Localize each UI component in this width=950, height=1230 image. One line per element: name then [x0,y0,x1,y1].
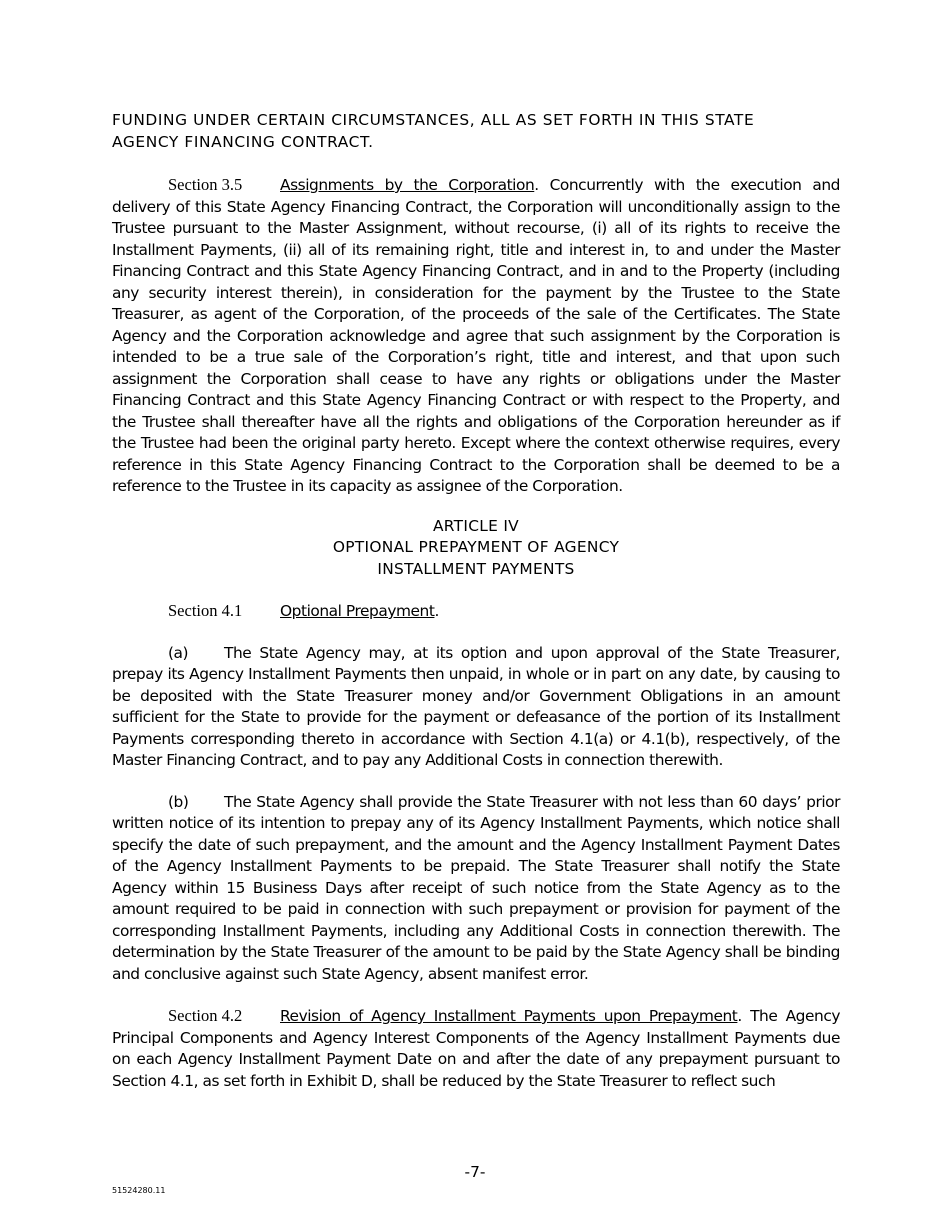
section-4-1-a-paragraph [112,643,840,772]
document-page [112,110,840,1092]
section-4-2-heading: Revision of Agency Installment Payments upon Prepayment [280,1007,738,1025]
section-4-2-body: . The Agency Principal Components and Agency Interest Components of the Agency Installment Payments due on each Agency Installment Payment Date on and after the date of any prepayment pursuant to Section 4.1, as set forth in Exhibit D, shall be reduced by the State Treasurer to reflect such [112,1007,840,1090]
section-4-1-b-paragraph [112,792,840,986]
section-4-2-paragraph [112,1005,840,1092]
section-3-5-number: Section 3.5 [168,175,243,194]
section-4-1-b-label: (b) [168,792,189,811]
section-3-5-paragraph [112,174,840,498]
article-title-line-1: OPTIONAL PREPAYMENT OF AGENCY [332,538,620,556]
intro-line-1: FUNDING UNDER CERTAIN CIRCUMSTANCES, ALL AS SET FORTH IN THIS STATE [112,111,755,129]
section-4-2-number: Section 4.2 [168,1006,243,1025]
article-title-line-2: INSTALLMENT PAYMENTS [377,559,575,578]
section-4-1-heading-line [112,600,840,623]
section-4-1-heading: Optional Prepayment [280,602,435,620]
section-4-1-a-label: (a) [168,643,189,662]
section-4-1-number: Section 4.1 [168,601,243,620]
article-number: ARTICLE IV [432,516,520,535]
section-4-1-heading-end: . [434,602,439,620]
intro-line-2: AGENCY FINANCING CONTRACT. [112,132,374,151]
document-id: 51524280.11 [112,1186,166,1195]
section-3-5-body: . Concurrently with the execution and delivery of this State Agency Financing Contract, the Corporation will unconditionally assign to the Trustee pursuant to the Master Assignment, without recourse, (i) all of its rights to receive the Installment Payments, (ii) all of its remaining right, title and interest in, to and under the Master Financing Contract and this State Agency Financing Contract, and in and to the Property (including any security interest therein), in consideration for the payment by the Trustee to the State Treasurer, as agent of the Corporation, of the proceeds of the sale of the Certificates. The State Agency and the Corporation acknowledge and agree that such assignment by the Corporation is intended to be a true sale of the Corporation’s right, title and interest, and that upon such assignment the Corporation shall cease to have any rights or obligations under the Master Financing Contract and this State Agency Financing Contract or with respect to the Property, and the Trustee shall thereafter have all the rights and obligations of the Corporation hereunder as if the Trustee had been the original party hereto. Except where the context otherwise requires, every reference in this State Agency Financing Contract to the Corporation shall be deemed to be a reference to the Trustee in its capacity as assignee of the Corporation. [112,176,840,495]
section-3-5-heading: Assignments by the Corporation [280,176,535,194]
page-number: -7- [464,1163,486,1181]
section-4-1-b-body: The State Agency shall provide the State Treasurer with not less than 60 days’ prior written notice of its intention to prepay any of its Agency Installment Payments, which notice shall specify the date of such prepayment, and the amount and the Agency Installment Payment Dates of the Agency Installment Payments to be prepaid. The State Treasurer shall notify the State Agency within 15 Business Days after receipt of such notice from the State Agency as to the amount required to be paid in connection with such prepayment or provision for payment of the corresponding Installment Payments, including any Additional Costs in connection therewith. The determination by the State Treasurer of the amount to be paid by the State Agency shall be binding and conclusive against such State Agency, absent manifest error. [112,792,840,983]
section-4-1-a-body: The State Agency may, at its option and upon approval of the State Treasurer, prepay its Agency Installment Payments then unpaid, in whole or in part on any date, by causing to be deposited with the State Treasurer money and/or Government Obligations in an amount sufficient for the State to provide for the payment or defeasance of the portion of its Installment Payments corresponding thereto in accordance with Section 4.1(a) or 4.1(b), respectively, of the Master Financing Contract, and to pay any Additional Costs in connection therewith. [112,643,840,769]
